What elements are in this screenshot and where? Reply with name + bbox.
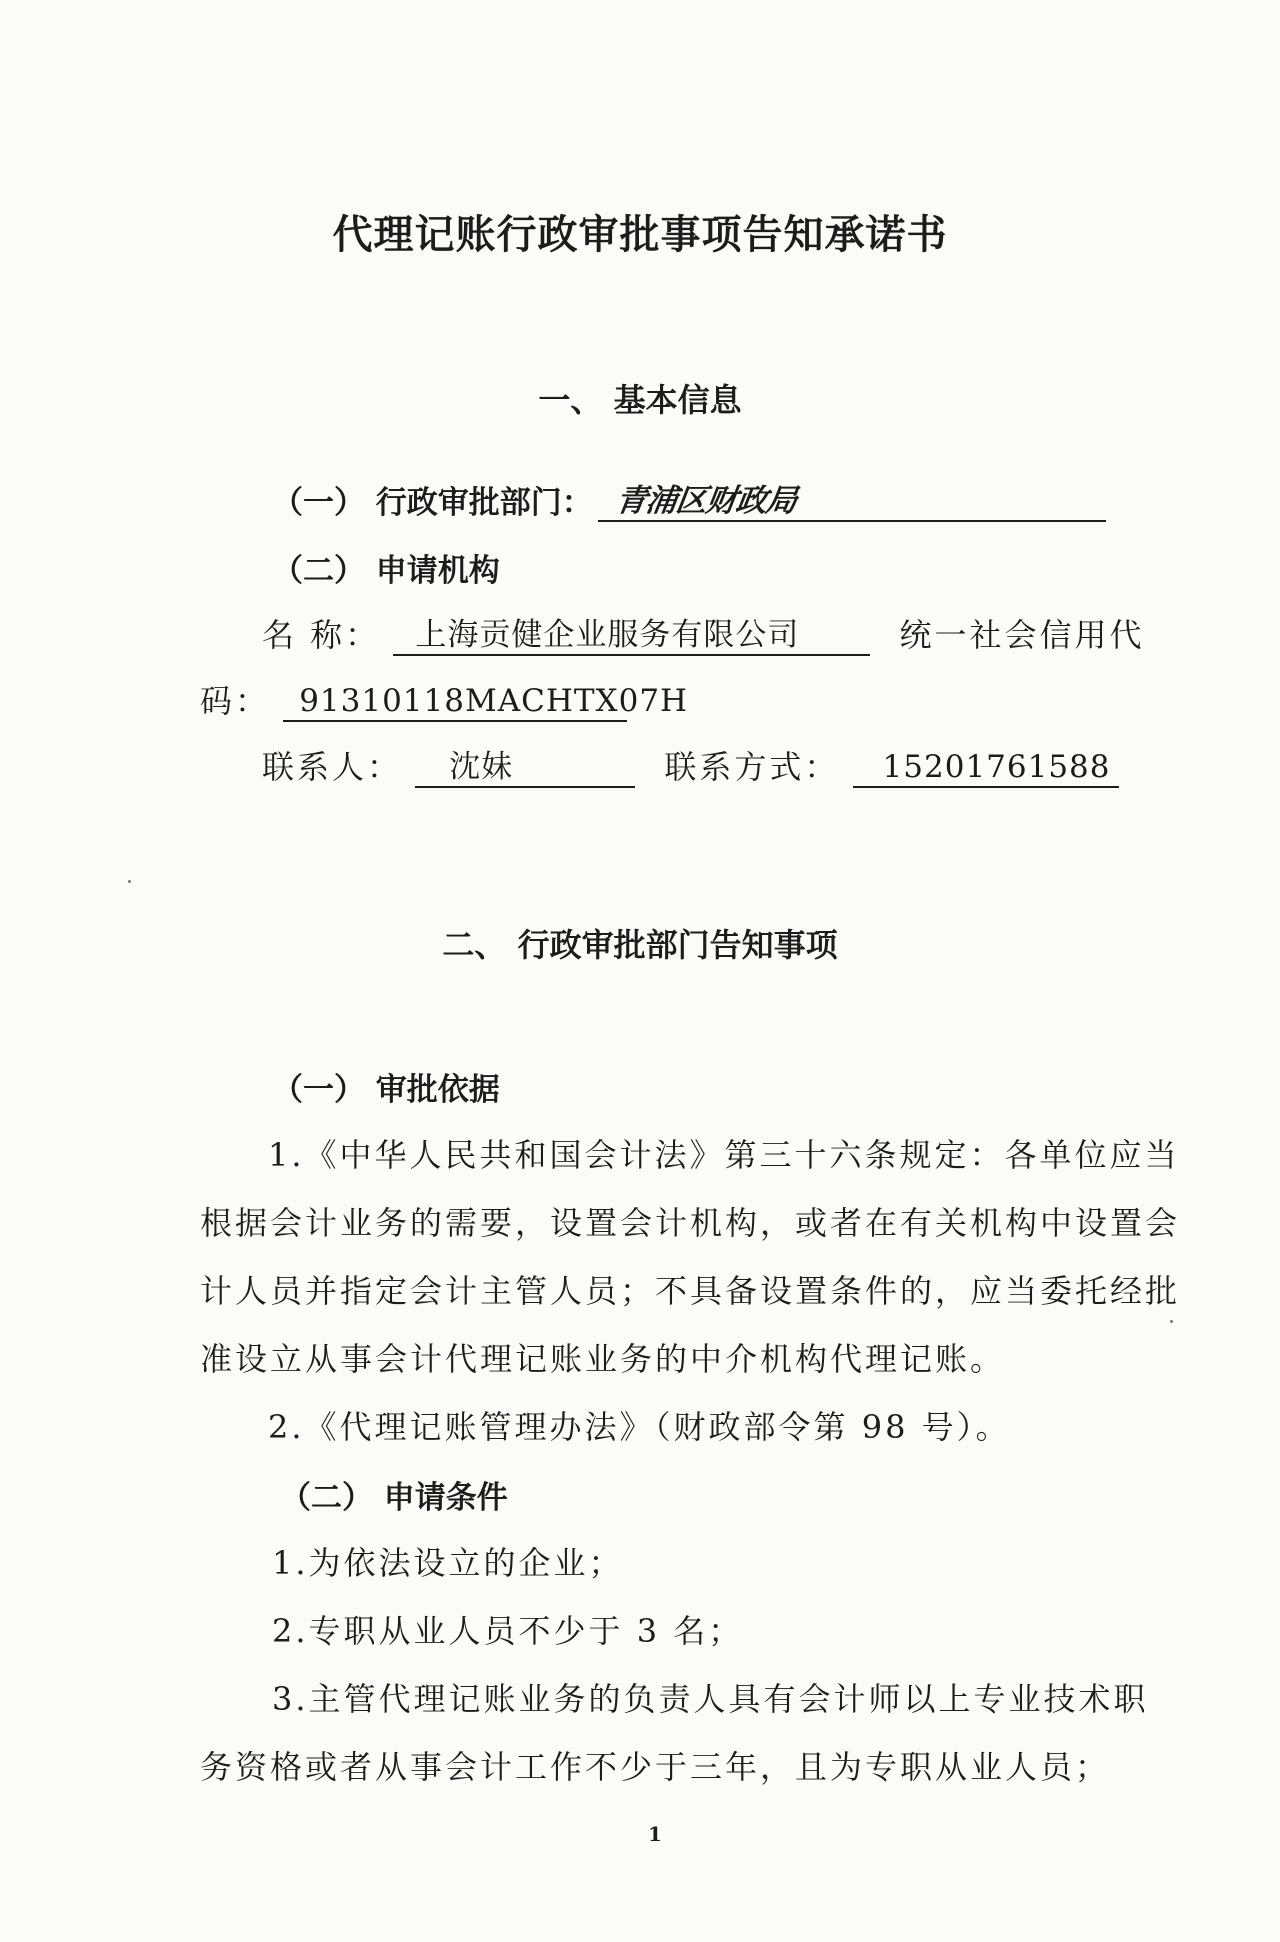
scan-speck <box>128 880 131 883</box>
contact-field <box>415 748 635 788</box>
dept-label: （一） 行政审批部门： <box>272 485 593 521</box>
credit-value: 91310118MACHTX07H <box>299 683 689 719</box>
credit-label-part1: 统一社会信用代 <box>899 616 1145 654</box>
phone-field <box>853 748 1119 788</box>
phone-value: 15201761588 <box>882 749 1111 785</box>
page-number: 1 <box>648 1822 662 1846</box>
name-value: 上海贡健企业服务有限公司 <box>415 617 800 653</box>
section-1-heading: 一、 基本信息 <box>538 381 742 419</box>
credit-label-part2: 码： <box>200 682 271 720</box>
name-row <box>262 610 1145 656</box>
basis-line-3: 计人员并指定会计主管人员；不具备设置条件的，应当委托经批 <box>200 1272 1181 1310</box>
contact-value: 沈妹 <box>449 749 514 785</box>
condition-line-2: 2.专职从业人员不少于 3 名； <box>272 1612 744 1650</box>
condition-line-3: 3.主管代理记账业务的负责人具有会计师以上专业技术职 <box>272 1680 1149 1718</box>
dept-row <box>272 477 1106 522</box>
applicant-heading: （二） 申请机构 <box>272 553 500 589</box>
condition-line-4: 务资格或者从事会计工作不少于三年，且为专职从业人员； <box>200 1748 1111 1786</box>
conditions-heading: （二） 申请条件 <box>280 1480 508 1516</box>
contact-row <box>262 742 1119 788</box>
section-2-heading: 二、 行政审批部门告知事项 <box>442 926 838 964</box>
basis-line-5: 2.《代理记账管理办法》（财政部令第 98 号）。 <box>268 1408 1011 1446</box>
name-label: 名 称： <box>262 616 381 654</box>
scan-speck <box>1170 1320 1173 1323</box>
dept-field <box>598 482 1106 522</box>
basis-heading: （一） 审批依据 <box>272 1072 500 1108</box>
phone-label: 联系方式： <box>664 748 840 786</box>
credit-field <box>283 682 689 722</box>
credit-row <box>200 676 689 722</box>
basis-line-2: 根据会计业务的需要，设置会计机构，或者在有关机构中设置会 <box>200 1204 1181 1242</box>
condition-line-1: 1.为依法设立的企业； <box>272 1544 624 1582</box>
dept-handwritten-value: 青浦区财政局 <box>613 483 799 519</box>
basis-line-4: 准设立从事会计代理记账业务的中介机构代理记账。 <box>200 1340 1006 1378</box>
contact-label: 联系人： <box>262 748 403 786</box>
document-title: 代理记账行政审批事项告知承诺书 <box>332 211 948 258</box>
name-field <box>393 616 870 656</box>
basis-line-1: 1.《中华人民共和国会计法》第三十六条规定：各单位应当 <box>268 1136 1180 1174</box>
